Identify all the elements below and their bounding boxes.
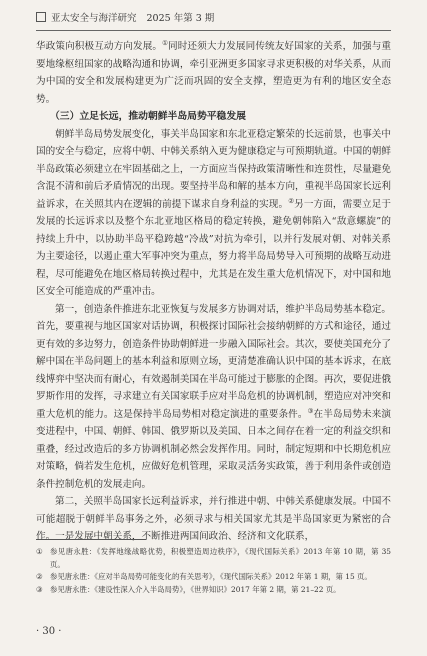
footnote-ref-1[interactable]: ① — [162, 38, 169, 47]
footnote-ref-3[interactable]: ③ — [307, 406, 314, 415]
paragraph-1: 朝鲜半岛局势发展变化，事关半岛国家和东北亚稳定繁荣的长远前景，也事关中国的安全与稳定，应将中朝、中韩关系纳入更为健康稳定与可预期轨道。中国的朝鲜半岛政策必须建立在牢固基础之上，一方面应当保持政策清晰性和连贯性，尽量避免含混不清和前后矛盾情况的出现。要坚持半岛和解的基本方向，重视半岛国家长远利益诉求，在关照其内在逻辑的前提下谋求自身利益的实现。②另一方面，需要立足于发展的长远诉求以及整个东北亚地区格局的稳定转换，避免朝韩陷入“敌意螺旋”的持续上升中，以协助半岛平稳跨越“冷战”对抗为牵引，以并行发展对朝、对韩关系为主要途径，以遏止重大军事冲突为重点，努力将半岛局势导入可预期的战略互动进程，尽可能避免在地区格局转换过程中，尤其是在发生重大危机情况下，对中国和地区安全可能造成的严重冲击。 — [36, 128, 392, 297]
checkbox-square-icon — [36, 12, 46, 22]
footnote-ref-2[interactable]: ② — [288, 196, 295, 205]
footnotes — [36, 546, 391, 596]
journal-name: 亚太安全与海洋研究 — [51, 13, 137, 24]
page-number: · 30 · — [36, 626, 62, 637]
paragraph-continuation: 华政策向积极互动方向发展。①同时还须大力发展同传统友好国家的关系，加强与重要地缘枢纽国家的战略沟通和协调，牵引亚洲更多国家寻求更积极的对华关系，从而为中国的安全和发展构建更为广泛而巩固的安全支撑，塑造更为有利的地区安全态势。 — [36, 38, 392, 105]
section-heading: （三）立足长远，推动朝鲜半岛局势平稳发展 — [50, 111, 246, 122]
paragraph-2: 第一，创造条件推进东北亚恢复与发展多方协调对话，维护半岛局势基本稳定。首先，要重视与地区国家对话协调，积极探讨国际社会接纳朝鲜的方式和途径，通过更有效的多边努力，创造条件协助朝鲜进一步融入国际社会。其次，要使美国充分了解中国在半岛问题上的基本利益和原则立场，更清楚准确认识中国的基本诉求，在底线博弈中坚决而有耐心，有效遏制美国在半岛可能过于膨胀的企图。再次，要促进俄罗斯作用的发挥，寻求建立有关国家联手应对半岛危机的协调机制，塑造应对冲突和重大危机的能力。这是保持半岛局势相对稳定演进的重要条件。③在半岛局势未来演变进程中，中国、朝鲜、韩国、俄罗斯以及美国、日本之间存在着一定的利益交织和重叠，经过改造后的多方协调机制必然会发挥作用。同时，制定短期和中长期危机应对策略，倘若发生危机，应做好危机管理，采取灵活务实政策，善于利用条件或创造条件控制危机的发展走向。 — [36, 303, 392, 490]
footnote-2: ② 参见唐永胜：《应对半岛局势可能变化的有关思考》，《现代国际关系》2012 年第 1 期，第 15 页。 — [36, 572, 372, 581]
footnote-3: ③ 参见唐永胜：《建设性深入介入半岛局势》，《世界知识》2017 年第 2 期，第 21–22 页。 — [36, 584, 341, 594]
issue-label: 2025 年第 3 期 — [146, 13, 215, 24]
page-body — [36, 38, 391, 546]
footnote-divider — [36, 539, 146, 540]
footnote-1: ① 参见唐永胜：《发挥地缘战略优势，积极塑造周边秩序》，《现代国际关系》2013 年第 10 期，第 35 页。 — [36, 547, 391, 569]
paragraph-3: 第二，关照半岛国家长远利益诉求，并行推进中朝、中韩关系健康发展。中国不可能超脱于朝鲜半岛事务之外，必须寻求与相关国家尤其是半岛国家更为紧密的合作。一是发展中朝关系，不断推进两国间政治、经济和文化联系， — [36, 496, 391, 542]
running-header — [36, 10, 391, 31]
